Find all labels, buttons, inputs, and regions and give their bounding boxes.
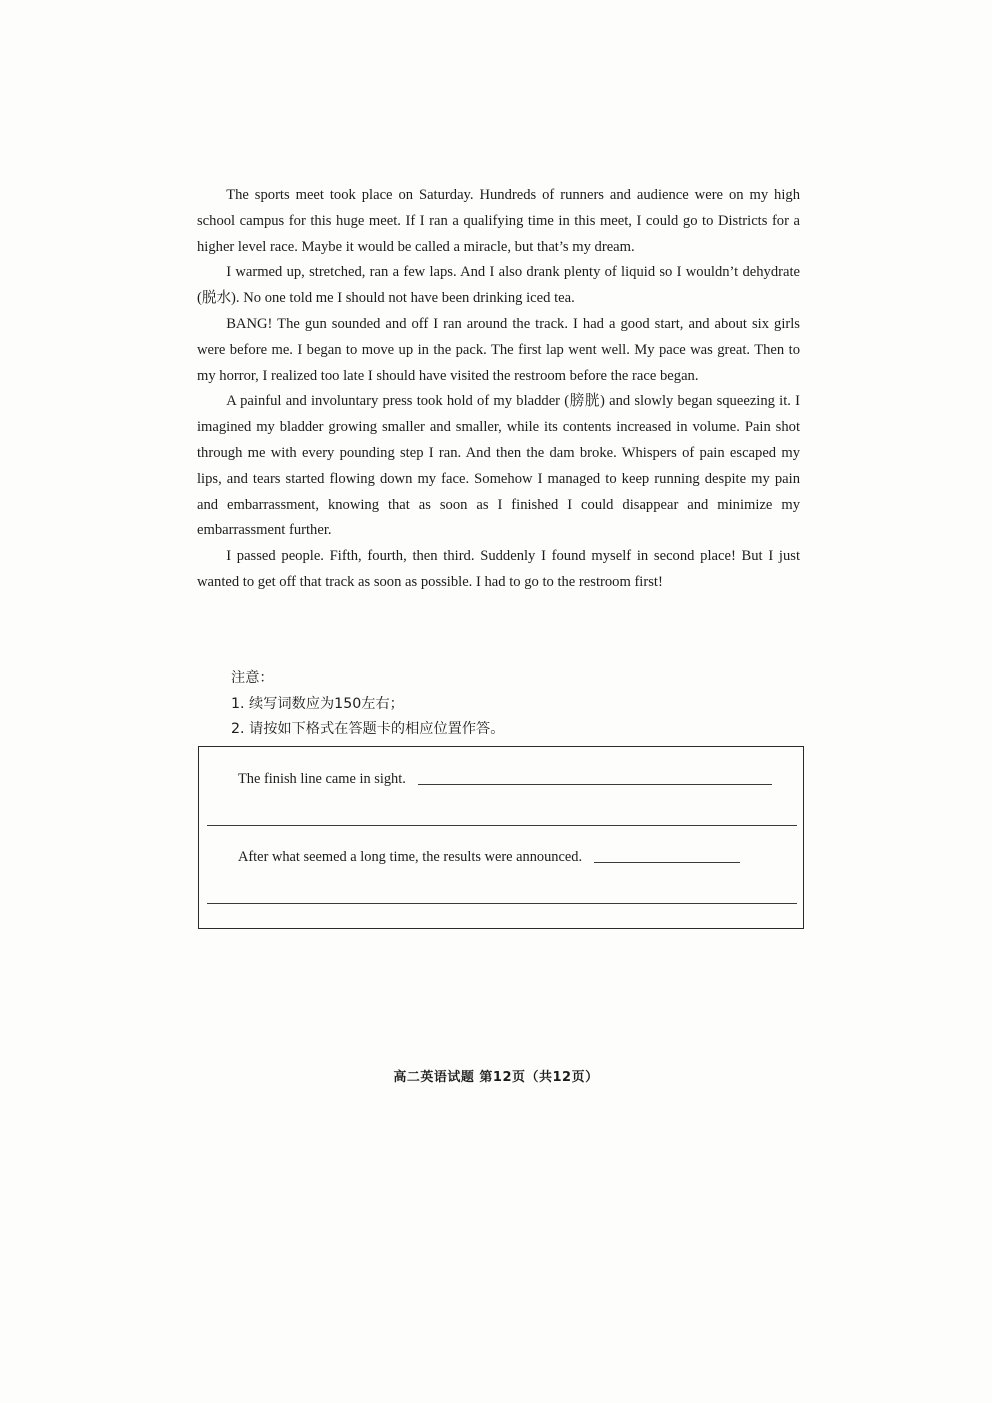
passage-paragraph-5: I passed people. Fifth, fourth, then third. Suddenly I found myself in second place! But I just wanted to get off that track as soon as possible. I had to go to the restroom first! xyxy=(197,548,800,590)
prompt-line-1 xyxy=(238,771,772,788)
passage-paragraph-4: A painful and involuntary press took hold of my bladder (膀胱) and slowly began squeezing it. I imagined my bladder growing smaller and smaller, while its contents increased in volume. Pain shot through me with every pounding step I ran. And then the dam broke. Whispers of pain escaped my lips, and tears started flowing down my face. Somehow I managed to keep running despite my pain and embarrassment, knowing that as soon as I finished I could disappear and minimize my embarrassment further. xyxy=(197,393,800,539)
prompt-1-blank[interactable] xyxy=(418,783,772,785)
prompt-1-text: The finish line came in sight. xyxy=(238,771,406,787)
page-footer: 高二英语试题 第12页（共12页） xyxy=(393,1070,599,1085)
passage-paragraph-1: The sports meet took place on Saturday. Hundreds of runners and audience were on my high school campus for this huge meet. If I ran a qualifying time in this meet, I could go to Districts for a higher level race. Maybe it would be called a miracle, but that’s my dream. xyxy=(197,187,800,255)
notes-item-format: 2. 请按如下格式在答题卡的相应位置作答。 xyxy=(231,721,505,738)
answer-line-1[interactable] xyxy=(207,825,797,826)
story-passage xyxy=(197,183,800,596)
prompt-line-2 xyxy=(238,849,740,866)
prompt-2-text: After what seemed a long time, the results were announced. xyxy=(238,849,583,865)
instructions xyxy=(231,666,504,743)
passage-paragraph-2: I warmed up, stretched, ran a few laps. And I also drank plenty of liquid so I wouldn’t dehydrate (脱水). No one told me I should not have been drinking iced tea. xyxy=(197,264,800,307)
notes-item-word-count: 1. 续写词数应为150左右； xyxy=(231,695,404,712)
notes-heading: 注意： xyxy=(231,670,274,686)
passage-paragraph-3: BANG! The gun sounded and off I ran around the track. I had a good start, and about six girls were before me. I began to move up in the pack. The first lap went well. My pace was great. Then to my horror, I realized too late I should have visited the restroom before the race began. xyxy=(197,315,800,384)
answer-box xyxy=(198,746,804,929)
answer-line-2[interactable] xyxy=(207,903,797,904)
prompt-2-blank[interactable] xyxy=(594,861,740,863)
